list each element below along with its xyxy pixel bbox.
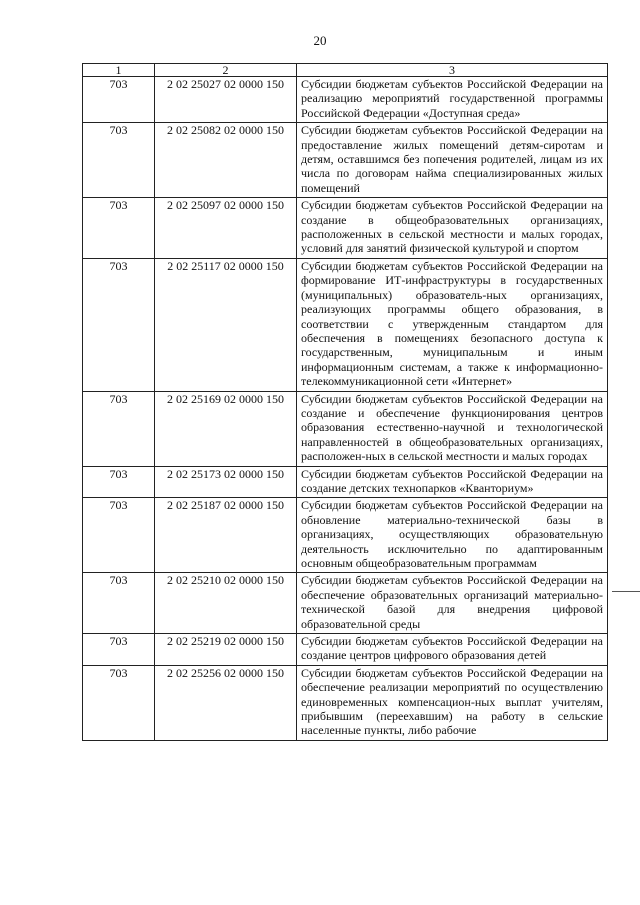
revenue-code-cell: 2 02 25187 02 0000 150 (155, 498, 297, 573)
revenue-code-cell: 2 02 25027 02 0000 150 (155, 77, 297, 123)
revenue-code-cell: 2 02 25097 02 0000 150 (155, 198, 297, 259)
admin-code-cell: 703 (83, 665, 155, 740)
table-row (83, 123, 608, 198)
header-col-3: 3 (297, 64, 608, 77)
page-number: 20 (313, 33, 327, 48)
admin-code-cell: 703 (83, 77, 155, 123)
admin-code-cell: 703 (83, 466, 155, 498)
table-row (83, 573, 608, 634)
table-row (83, 77, 608, 123)
description-cell: Субсидии бюджетам субъектов Российской Федерации на создание и обеспечение функционирования центров образования естественно-научной и технологической направленностей в общеобразовательных организациях, расположен-ных в сельской местности и малых городах (297, 391, 608, 466)
description-cell: Субсидии бюджетам субъектов Российской Федерации на обновление материально-технической базы в организациях, осуществляющих образовательную деятельность исключительно по адаптированным основным общеобразовательным программам (297, 498, 608, 573)
table-row (83, 498, 608, 573)
table-row (83, 466, 608, 498)
admin-code-cell: 703 (83, 573, 155, 634)
revenue-code-cell: 2 02 25219 02 0000 150 (155, 634, 297, 666)
description-cell: Субсидии бюджетам субъектов Российской Федерации на создание центров цифрового образования детей (297, 634, 608, 666)
admin-code-cell: 703 (83, 634, 155, 666)
table-row (83, 391, 608, 466)
admin-code-cell: 703 (83, 391, 155, 466)
admin-code-cell: 703 (83, 198, 155, 259)
description-cell: Субсидии бюджетам субъектов Российской Федерации на создание детских технопарков «Кванториум» (297, 466, 608, 498)
description-cell: Субсидии бюджетам субъектов Российской Федерации на формирование ИТ-инфраструктуры в государственных (муниципальных) образователь-ных организациях, реализующих программы общего образования, в соответствии с утвержденным стандартом для обеспечения в помещениях безопасного доступа к государственным, муниципальным и иным информационным системам, а также к информационно-телекоммуникационной сети «Интернет» (297, 258, 608, 391)
header-col-2: 2 (155, 64, 297, 77)
admin-code-cell: 703 (83, 258, 155, 391)
description-cell: Субсидии бюджетам субъектов Российской Федерации на предоставление жилых помещений детям-сиротам и детям, оставшимся без попечения родителей, лицам из их числа по договорам найма специализированных жилых помещений (297, 123, 608, 198)
revenue-code-cell: 2 02 25210 02 0000 150 (155, 573, 297, 634)
table-row (83, 665, 608, 740)
description-cell: Субсидии бюджетам субъектов Российской Федерации на реализацию мероприятий государственной программы Российской Федерации «Доступная среда» (297, 77, 608, 123)
table-row (83, 258, 608, 391)
revenue-table (82, 63, 608, 741)
table-header-row (83, 64, 608, 77)
revenue-code-cell: 2 02 25169 02 0000 150 (155, 391, 297, 466)
table-row (83, 634, 608, 666)
description-cell: Субсидии бюджетам субъектов Российской Федерации на создание в общеобразовательных организациях, расположенных в сельской местности и малых городах, условий для занятий физической культурой и спортом (297, 198, 608, 259)
revenue-code-cell: 2 02 25082 02 0000 150 (155, 123, 297, 198)
admin-code-cell: 703 (83, 498, 155, 573)
table-row (83, 198, 608, 259)
description-cell: Субсидии бюджетам субъектов Российской Федерации на обеспечение реализации мероприятий по осуществлению единовременных компенсацион-ных выплат учителям, прибывшим (переехавшим) на работу в сельские населенные пункты, либо рабочие (297, 665, 608, 740)
revenue-code-cell: 2 02 25173 02 0000 150 (155, 466, 297, 498)
admin-code-cell: 703 (83, 123, 155, 198)
scan-margin-mark (612, 591, 640, 592)
revenue-code-cell: 2 02 25117 02 0000 150 (155, 258, 297, 391)
revenue-code-cell: 2 02 25256 02 0000 150 (155, 665, 297, 740)
description-cell: Субсидии бюджетам субъектов Российской Федерации на обеспечение образовательных организаций материально-технической базой для внедрения цифровой образовательной среды (297, 573, 608, 634)
header-col-1: 1 (83, 64, 155, 77)
